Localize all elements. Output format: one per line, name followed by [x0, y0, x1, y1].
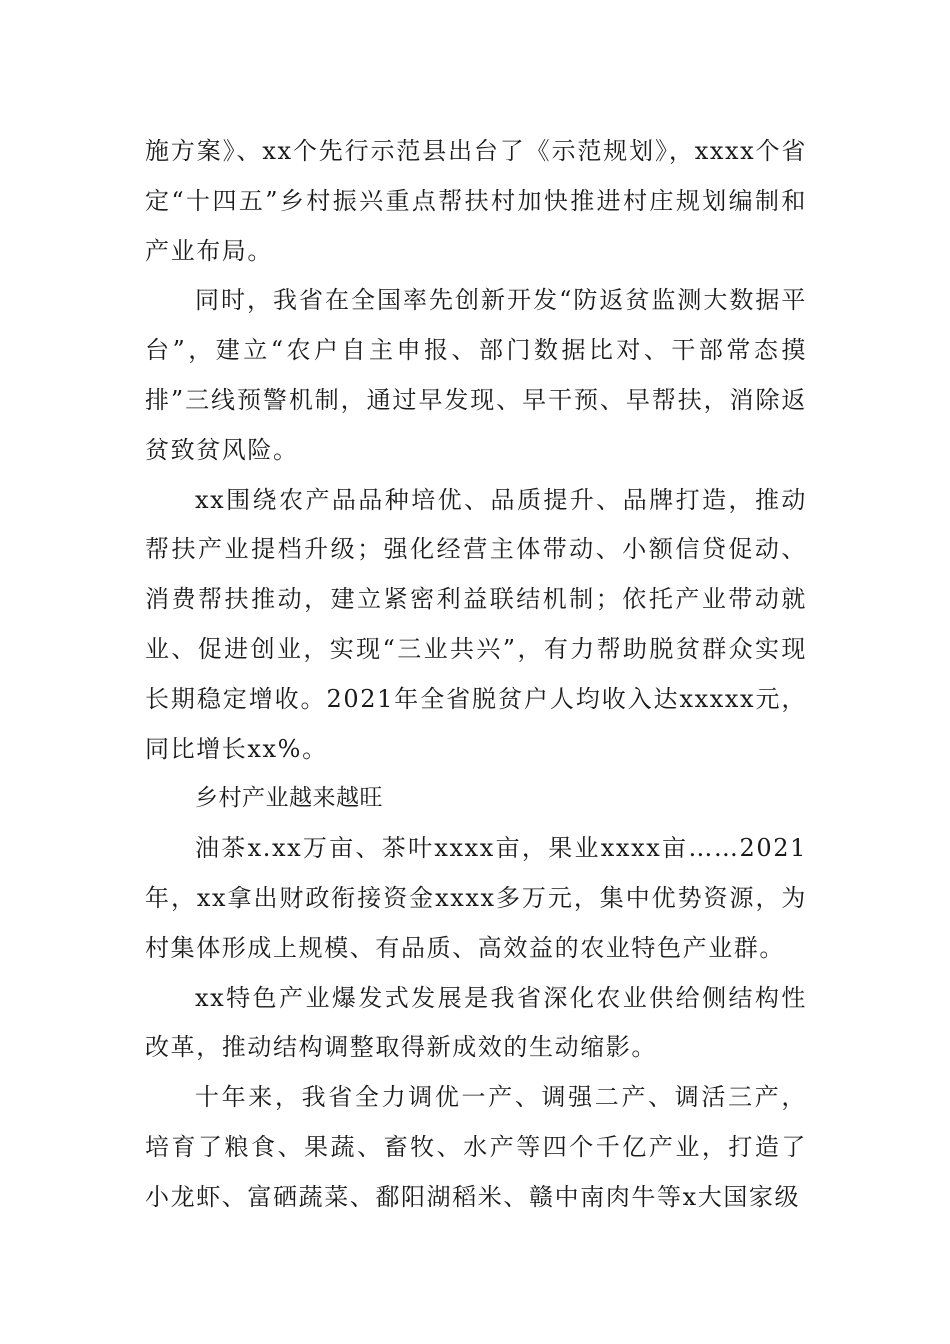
paragraph-ten-years: 十年来，我省全力调优一产、调强二产、调活三产，培育了粮食、果蔬、畜牧、水产等四个千亿产业，打造了小龙虾、富硒蔬菜、鄱阳湖稻米、赣中南肉牛等x大国家级 — [145, 1083, 807, 1211]
document-body — [145, 127, 807, 1223]
section-heading: 乡村产业越来越旺 — [195, 785, 383, 812]
paragraph-crop-figures: 油茶x.xx万亩、茶叶xxxx亩，果业xxxx亩……2021年，xx拿出财政衔接资金xxxx多万元，集中优势资源，为村集体形成上规模、有品质、高效益的农业特色产业群。 — [145, 834, 807, 962]
paragraph-continuation: 施方案》、xx个先行示范县出台了《示范规划》，xxxx个省定“十四五”乡村振兴重点帮扶村加快推进村庄规划编制和产业布局。 — [145, 137, 807, 265]
paragraph-monitoring-platform: 同时，我省在全国率先创新开发“防返贫监测大数据平台”，建立“农户自主申报、部门数据比对、干部常态摸排”三线预警机制，通过早发现、早干预、早帮扶，消除返贫致贫风险。 — [145, 286, 807, 464]
paragraph-reform: xx特色产业爆发式发展是我省深化农业供给侧结构性改革，推动结构调整取得新成效的生动缩影。 — [145, 983, 807, 1062]
paragraph-industry-upgrade: xx围绕农产品品种培优、品质提升、品牌打造，推动帮扶产业提档升级；强化经营主体带动、小额信贷促动、消费帮扶推动，建立紧密利益联结机制；依托产业带动就业、促进创业，实现“三业共兴”，有力帮助脱贫群众实现长期稳定增收。2021年全省脱贫户人均收入达xxxxx元，同比增长xx%。 — [145, 485, 807, 763]
